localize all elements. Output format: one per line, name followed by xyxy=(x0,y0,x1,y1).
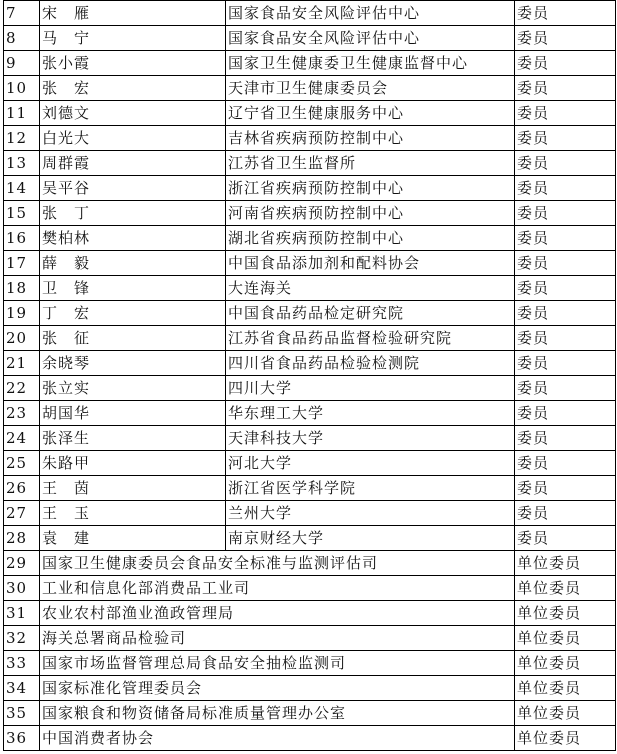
member-role: 委员 xyxy=(515,51,616,76)
table-row xyxy=(4,251,616,276)
member-role: 委员 xyxy=(515,476,616,501)
table-row xyxy=(4,26,616,51)
member-role: 单位委员 xyxy=(515,576,616,601)
member-name: 丁 宏 xyxy=(40,301,226,326)
member-name: 吴平谷 xyxy=(40,176,226,201)
row-number: 8 xyxy=(4,26,40,51)
member-role: 委员 xyxy=(515,101,616,126)
member-role: 委员 xyxy=(515,401,616,426)
row-number: 28 xyxy=(4,526,40,551)
row-number: 13 xyxy=(4,151,40,176)
member-role: 单位委员 xyxy=(515,601,616,626)
row-number: 35 xyxy=(4,701,40,726)
member-organization: 华东理工大学 xyxy=(226,401,515,426)
table-row xyxy=(4,276,616,301)
member-role: 委员 xyxy=(515,526,616,551)
member-organization: 南京财经大学 xyxy=(226,526,515,551)
member-organization: 江苏省卫生监督所 xyxy=(226,151,515,176)
row-number: 34 xyxy=(4,676,40,701)
member-name: 马 宁 xyxy=(40,26,226,51)
table-row xyxy=(4,176,616,201)
member-role: 单位委员 xyxy=(515,726,616,751)
row-number: 12 xyxy=(4,126,40,151)
member-role: 单位委员 xyxy=(515,551,616,576)
member-role: 委员 xyxy=(515,426,616,451)
member-organization: 国家食品安全风险评估中心 xyxy=(226,26,515,51)
member-organization: 浙江省疾病预防控制中心 xyxy=(226,176,515,201)
table-row xyxy=(4,226,616,251)
unit-organization: 国家卫生健康委员会食品安全标准与监测评估司 xyxy=(40,551,515,576)
row-number: 32 xyxy=(4,626,40,651)
member-organization: 浙江省医学科学院 xyxy=(226,476,515,501)
member-organization: 中国食品药品检定研究院 xyxy=(226,301,515,326)
table-row xyxy=(4,101,616,126)
table-row xyxy=(4,601,616,626)
table-row xyxy=(4,701,616,726)
member-name: 刘德文 xyxy=(40,101,226,126)
member-organization: 中国食品添加剂和配料协会 xyxy=(226,251,515,276)
table-row xyxy=(4,726,616,751)
member-role: 委员 xyxy=(515,126,616,151)
table-row xyxy=(4,651,616,676)
member-name: 袁 建 xyxy=(40,526,226,551)
member-role: 委员 xyxy=(515,301,616,326)
member-organization: 国家食品安全风险评估中心 xyxy=(226,1,515,26)
table-row xyxy=(4,301,616,326)
row-number: 9 xyxy=(4,51,40,76)
table-row xyxy=(4,76,616,101)
member-role: 委员 xyxy=(515,351,616,376)
row-number: 19 xyxy=(4,301,40,326)
row-number: 10 xyxy=(4,76,40,101)
row-number: 36 xyxy=(4,726,40,751)
member-name: 胡国华 xyxy=(40,401,226,426)
row-number: 15 xyxy=(4,201,40,226)
member-role: 委员 xyxy=(515,251,616,276)
unit-organization: 国家粮食和物资储备局标准质量管理办公室 xyxy=(40,701,515,726)
table-row xyxy=(4,501,616,526)
row-number: 33 xyxy=(4,651,40,676)
member-role: 单位委员 xyxy=(515,626,616,651)
unit-organization: 国家市场监督管理总局食品安全抽检监测司 xyxy=(40,651,515,676)
member-roster-table xyxy=(3,0,616,751)
member-organization: 天津市卫生健康委员会 xyxy=(226,76,515,101)
member-role: 单位委员 xyxy=(515,676,616,701)
table-row xyxy=(4,551,616,576)
row-number: 23 xyxy=(4,401,40,426)
member-name: 张 丁 xyxy=(40,201,226,226)
member-role: 委员 xyxy=(515,276,616,301)
member-role: 单位委员 xyxy=(515,651,616,676)
table-row xyxy=(4,476,616,501)
row-number: 21 xyxy=(4,351,40,376)
member-role: 委员 xyxy=(515,451,616,476)
row-number: 27 xyxy=(4,501,40,526)
member-role: 委员 xyxy=(515,326,616,351)
table-row xyxy=(4,151,616,176)
member-organization: 兰州大学 xyxy=(226,501,515,526)
unit-organization: 海关总署商品检验司 xyxy=(40,626,515,651)
table-row xyxy=(4,526,616,551)
row-number: 20 xyxy=(4,326,40,351)
row-number: 18 xyxy=(4,276,40,301)
member-name: 张 征 xyxy=(40,326,226,351)
row-number: 14 xyxy=(4,176,40,201)
member-organization: 河南省疾病预防控制中心 xyxy=(226,201,515,226)
unit-organization: 中国消费者协会 xyxy=(40,726,515,751)
row-number: 7 xyxy=(4,1,40,26)
member-role: 委员 xyxy=(515,26,616,51)
member-organization: 吉林省疾病预防控制中心 xyxy=(226,126,515,151)
member-name: 卫 锋 xyxy=(40,276,226,301)
member-name: 朱路甲 xyxy=(40,451,226,476)
row-number: 26 xyxy=(4,476,40,501)
member-role: 委员 xyxy=(515,1,616,26)
table-row xyxy=(4,426,616,451)
member-name: 余晓琴 xyxy=(40,351,226,376)
member-organization: 四川大学 xyxy=(226,376,515,401)
row-number: 24 xyxy=(4,426,40,451)
member-organization: 湖北省疾病预防控制中心 xyxy=(226,226,515,251)
member-role: 单位委员 xyxy=(515,701,616,726)
table-row xyxy=(4,351,616,376)
row-number: 29 xyxy=(4,551,40,576)
member-role: 委员 xyxy=(515,76,616,101)
member-name: 张立实 xyxy=(40,376,226,401)
row-number: 11 xyxy=(4,101,40,126)
member-role: 委员 xyxy=(515,176,616,201)
row-number: 17 xyxy=(4,251,40,276)
table-row xyxy=(4,1,616,26)
member-name: 张小霞 xyxy=(40,51,226,76)
member-name: 张 宏 xyxy=(40,76,226,101)
table-row xyxy=(4,676,616,701)
table-row xyxy=(4,201,616,226)
table-row xyxy=(4,126,616,151)
member-role: 委员 xyxy=(515,201,616,226)
row-number: 22 xyxy=(4,376,40,401)
member-name: 白光大 xyxy=(40,126,226,151)
row-number: 31 xyxy=(4,601,40,626)
table-row xyxy=(4,451,616,476)
member-organization: 江苏省食品药品监督检验研究院 xyxy=(226,326,515,351)
member-name: 樊柏林 xyxy=(40,226,226,251)
member-name: 周群霞 xyxy=(40,151,226,176)
member-organization: 大连海关 xyxy=(226,276,515,301)
unit-organization: 工业和信息化部消费品工业司 xyxy=(40,576,515,601)
member-name: 王 茵 xyxy=(40,476,226,501)
row-number: 16 xyxy=(4,226,40,251)
row-number: 30 xyxy=(4,576,40,601)
member-organization: 天津科技大学 xyxy=(226,426,515,451)
member-name: 王 玉 xyxy=(40,501,226,526)
table-row xyxy=(4,51,616,76)
member-name: 宋 雁 xyxy=(40,1,226,26)
table-row xyxy=(4,576,616,601)
member-role: 委员 xyxy=(515,151,616,176)
row-number: 25 xyxy=(4,451,40,476)
member-rows xyxy=(4,1,616,751)
member-name: 薛 毅 xyxy=(40,251,226,276)
member-organization: 辽宁省卫生健康服务中心 xyxy=(226,101,515,126)
member-role: 委员 xyxy=(515,501,616,526)
member-organization: 河北大学 xyxy=(226,451,515,476)
member-organization: 国家卫生健康委卫生健康监督中心 xyxy=(226,51,515,76)
table-row xyxy=(4,401,616,426)
unit-organization: 国家标准化管理委员会 xyxy=(40,676,515,701)
table-row xyxy=(4,326,616,351)
table-row xyxy=(4,376,616,401)
table-row xyxy=(4,626,616,651)
member-role: 委员 xyxy=(515,376,616,401)
member-organization: 四川省食品药品检验检测院 xyxy=(226,351,515,376)
member-name: 张泽生 xyxy=(40,426,226,451)
member-role: 委员 xyxy=(515,226,616,251)
unit-organization: 农业农村部渔业渔政管理局 xyxy=(40,601,515,626)
